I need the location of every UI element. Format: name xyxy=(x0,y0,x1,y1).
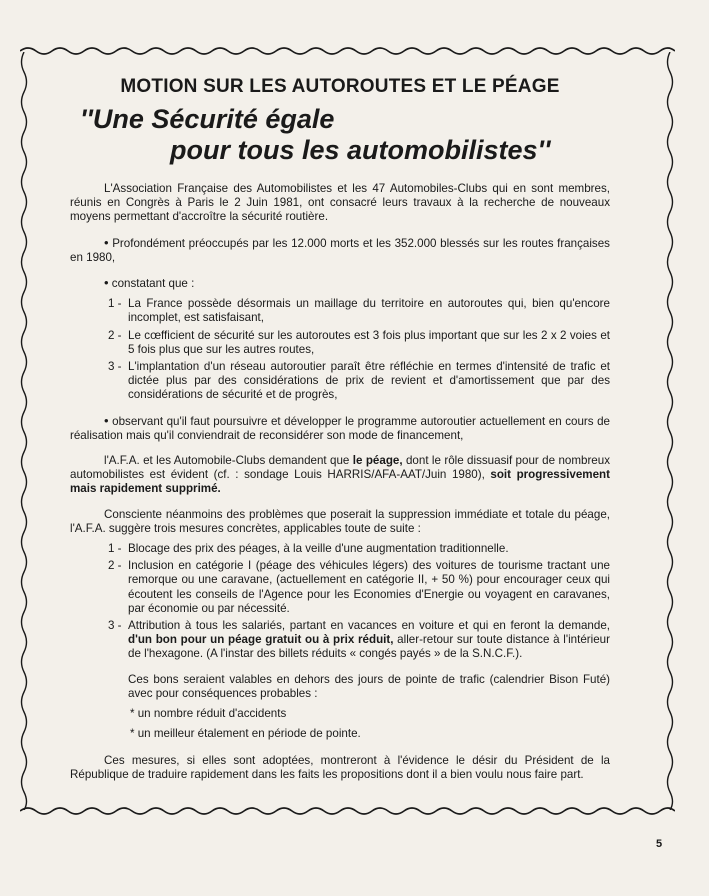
list-text: La France possède désormais un maillage du territoire en autoroutes qui, bien qu'encore incomplet, est satisfaisant, xyxy=(128,297,610,325)
list-number: 2 - xyxy=(108,559,122,573)
bullet-paragraph-2 xyxy=(70,276,610,291)
list-item xyxy=(108,559,610,616)
list-text xyxy=(128,619,610,662)
frame-left-border xyxy=(18,52,30,810)
page-number: 5 xyxy=(656,838,663,850)
consequence-item: * un nombre réduit d'accidents xyxy=(130,707,287,721)
list-item xyxy=(108,297,610,325)
mesure-emphasis: d'un bon pour un péage gratuit ou à prix réduit, xyxy=(128,633,394,647)
bullet-icon: • xyxy=(104,234,109,250)
list-number: 3 - xyxy=(108,619,122,633)
article-subtitle-line1: ''Une Sécurité égale xyxy=(80,104,335,134)
afa-emphasis: soit progressivement mais rapidement supprimé. xyxy=(70,468,610,496)
list-text: L'implantation d'un réseau autoroutier paraît être réfléchie en termes d'intensité de trafic et dictée plus par des considérations de prix de revient et d'amortissement que par des considérations de sécurité et de progrès, xyxy=(128,360,610,402)
list-number: 1 - xyxy=(108,297,122,311)
frame-top-border xyxy=(20,44,675,58)
bullet-icon: • xyxy=(104,412,109,428)
mesure-text-part: Attribution à tous les salariés, partant en vacances en voiture et qui en feront la demande, xyxy=(128,619,610,633)
intro-paragraph: L'Association Française des Automobilistes et les 47 Automobiles-Clubs qui en sont membres, réunis en Congrès à Paris le 2 Juin 1981, ont consacré leurs travaux à la recherche de nouveaux moyens permettant d'accroître la sécurité routière. xyxy=(70,182,610,224)
bons-paragraph: Ces bons seraient valables en dehors des jours de pointe de trafic (calendrier Bison Futé) avec pour conséquences probables : xyxy=(128,672,610,700)
consequence-item: * un meilleur étalement en période de pointe. xyxy=(130,727,361,741)
list-item xyxy=(108,360,610,403)
article-title: MOTION SUR LES AUTOROUTES ET LE PÉAGE xyxy=(120,76,560,97)
list-text: Le cœfficient de sécurité sur les autoroutes est 3 fois plus important que sur les 2 x 2 voies et 5 fois plus que sur les autres routes, xyxy=(128,328,610,356)
list-number: 1 - xyxy=(108,542,122,556)
list-item xyxy=(108,542,610,556)
frame-right-border xyxy=(664,52,676,810)
bullet-paragraph-1 xyxy=(70,236,610,265)
afa-emphasis: le péage, xyxy=(352,454,403,468)
mesures-list xyxy=(108,542,610,662)
constat-list xyxy=(108,297,610,402)
bullet-icon: • xyxy=(104,275,109,291)
bullet-text: constatant que : xyxy=(111,277,195,291)
afa-text-part: dont le rôle dissuasif pour de nombreux automobilistes est évident (cf. : sondage Louis HARRIS/AFA-AAT/Juin 1980), xyxy=(70,454,610,482)
consciente-paragraph: Consciente néanmoins des problèmes que poserait la suppression immédiate et totale du péage, l'A.F.A. suggère trois mesures concrètes, applicables toute de suite : xyxy=(70,507,610,535)
article-body xyxy=(70,76,610,793)
list-number: 3 - xyxy=(108,360,122,374)
list-item xyxy=(108,619,610,662)
bullet-text: Profondément préoccupés par les 12.000 morts et les 352.000 blessés sur les routes françaises en 1980, xyxy=(70,236,610,264)
frame-bottom-border xyxy=(20,804,675,818)
article-subtitle-line2: pour tous les automobilistes'' xyxy=(170,135,551,165)
mesure-text-part: aller-retour sur toute distance à l'intérieur de l'hexagone. (A l'instar des billets réduits « congés payés » de la S.N.C.F.). xyxy=(128,633,610,661)
conclusion-paragraph: Ces mesures, si elles sont adoptées, montreront à l'évidence le désir du Président de la République de traduire rapidement dans les faits les propositions dont il a bien voulu nous faire part. xyxy=(70,753,610,781)
list-text: Inclusion en catégorie I (péage des véhicules légers) des voitures de tourisme tractant une remorque ou une caravane, (actuellement en catégorie II, + 50 %) pour encourager ceux qui écoutent les conseils de l'Agence pour les Economies d'Energie ou voyagent en caravanes, par économie ou par nécessité. xyxy=(128,559,610,615)
afa-text-part: l'A.F.A. et les Automobile-Clubs demandent que xyxy=(104,454,353,468)
list-text: Blocage des prix des péages, à la veille d'une augmentation traditionnelle. xyxy=(128,542,509,556)
list-item xyxy=(108,329,610,357)
afa-demand-paragraph xyxy=(70,454,610,497)
bullet-text: observant qu'il faut poursuivre et développer le programme autoroutier actuellement en cours de réalisation mais qu'il conviendrait de reconsidérer son mode de financement, xyxy=(70,414,610,442)
list-number: 2 - xyxy=(108,328,122,342)
bullet-paragraph-3 xyxy=(70,414,610,443)
